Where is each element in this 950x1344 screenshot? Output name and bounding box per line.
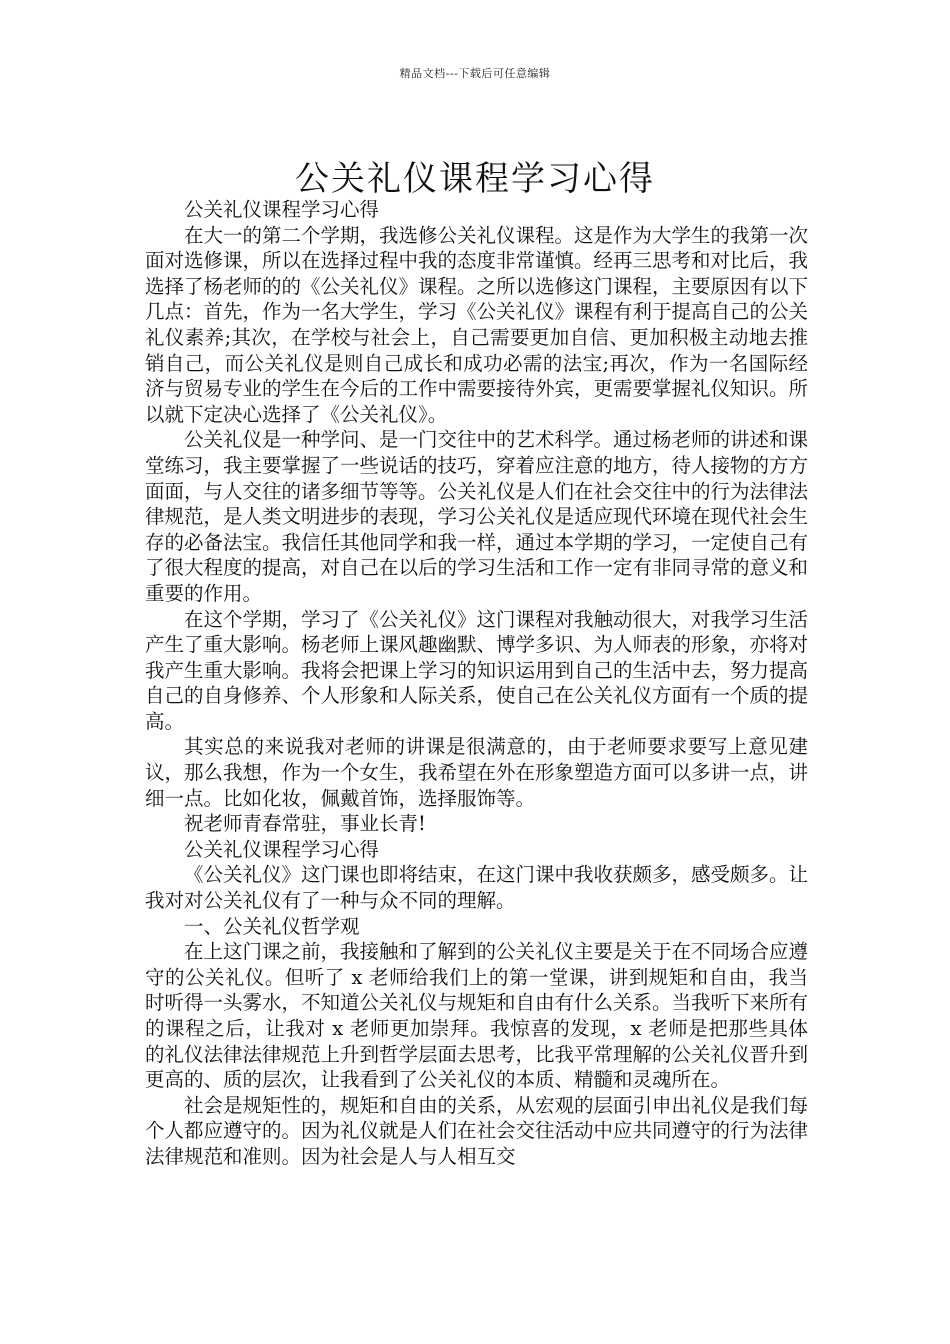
header-note: 精品文档---下载后可任意编辑: [399, 67, 551, 80]
paragraph: 《公关礼仪》这门课也即将结束，在这门课中我收获颇多，感受颇多。让我对对公关礼仪有了一种与众不同的理解。: [145, 863, 809, 913]
paragraph: 在上这门课之前，我接触和了解到的公关礼仪主要是关于在不同场合应遵守的公关礼仪。但听了 x 老师给我们上的第一堂课，讲到规矩和自由，我当时听得一头雾水，不知道公关礼仪与规矩和自由有什么关系。当我听下来所有的课程之后，让我对 x 老师更加崇拜。我惊喜的发现，x 老师是把那些具体的礼仪法律法律规范上升到哲学层面去思考，比我平常理解的公关礼仪晋升到更高的、质的层次，让我看到了公关礼仪的本质、精髓和灵魂所在。: [145, 940, 809, 1092]
paragraph: 其实总的来说我对老师的讲课是很满意的，由于老师要求要写上意见建议，那么我想，作为一个女生，我希望在外在形象塑造方面可以多讲一点，讲细一点。比如化妆，佩戴首饰，选择服饰等。: [145, 735, 809, 810]
document-body: [145, 197, 808, 1170]
paragraph: 公关礼仪是一种学问、是一门交往中的艺术科学。通过杨老师的讲述和课堂练习，我主要掌握了一些说话的技巧，穿着应注意的地方，待人接物的方方面面，与人交往的诸多细节等等。公关礼仪是人们在社会交往中的行为法律法律规范，是人类文明进步的表现，学习公关礼仪是适应现代环境在现代社会生存的必备法宝。我信任其他同学和我一样，通过本学期的学习，一定使自己有了很大程度的提高，对自己在以后的学习生活和工作一定有非同寻常的意义和重要的作用。: [145, 428, 809, 605]
paragraph: 在这个学期，学习了《公关礼仪》这门课程对我触动很大，对我学习生活产生了重大影响。杨老师上课风趣幽默、博学多识、为人师表的形象，亦将对我产生重大影响。我将会把课上学习的知识运用到自己的生活中去，努力提高自己的自身修养、个人形象和人际关系，使自己在公关礼仪方面有一个质的提高。: [145, 607, 809, 733]
section-heading: 一、公关礼仪哲学观: [184, 914, 360, 938]
paragraph-subtitle-2: 公关礼仪课程学习心得: [184, 837, 380, 861]
paragraph-closing-wish: 祝老师青春常驻，事业长青!: [184, 812, 426, 836]
paragraph-subtitle-1: 公关礼仪课程学习心得: [184, 198, 380, 221]
paragraph: 在大一的第二个学期，我选修公关礼仪课程。这是作为大学生的我第一次面对选修课，所以在选择过程中我的态度非常谨慎。经再三思考和对比后，我选择了杨老师的的《公关礼仪》课程。之所以选修这门课程，主要原因有以下几点：首先，作为一名大学生，学习《公关礼仪》课程有利于提高自己的公关礼仪素养;其次，在学校与社会上，自己需要更加自信、更加积极主动地去推销自己，而公关礼仪是则自己成长和成功必需的法宝;再次，作为一名国际经济与贸易专业的学生在今后的工作中需要接待外宾，更需要掌握礼仪知识。所以就下定决心选择了《公关礼仪》。: [145, 223, 809, 426]
paragraph: 社会是规矩性的，规矩和自由的关系，从宏观的层面引申出礼仪是我们每个人都应遵守的。因为礼仪就是人们在社会交往活动中应共同遵守的行为法律法律规范和准则。因为社会是人与人相互交: [145, 1093, 809, 1168]
document-title: 公关礼仪课程学习心得: [295, 158, 655, 199]
